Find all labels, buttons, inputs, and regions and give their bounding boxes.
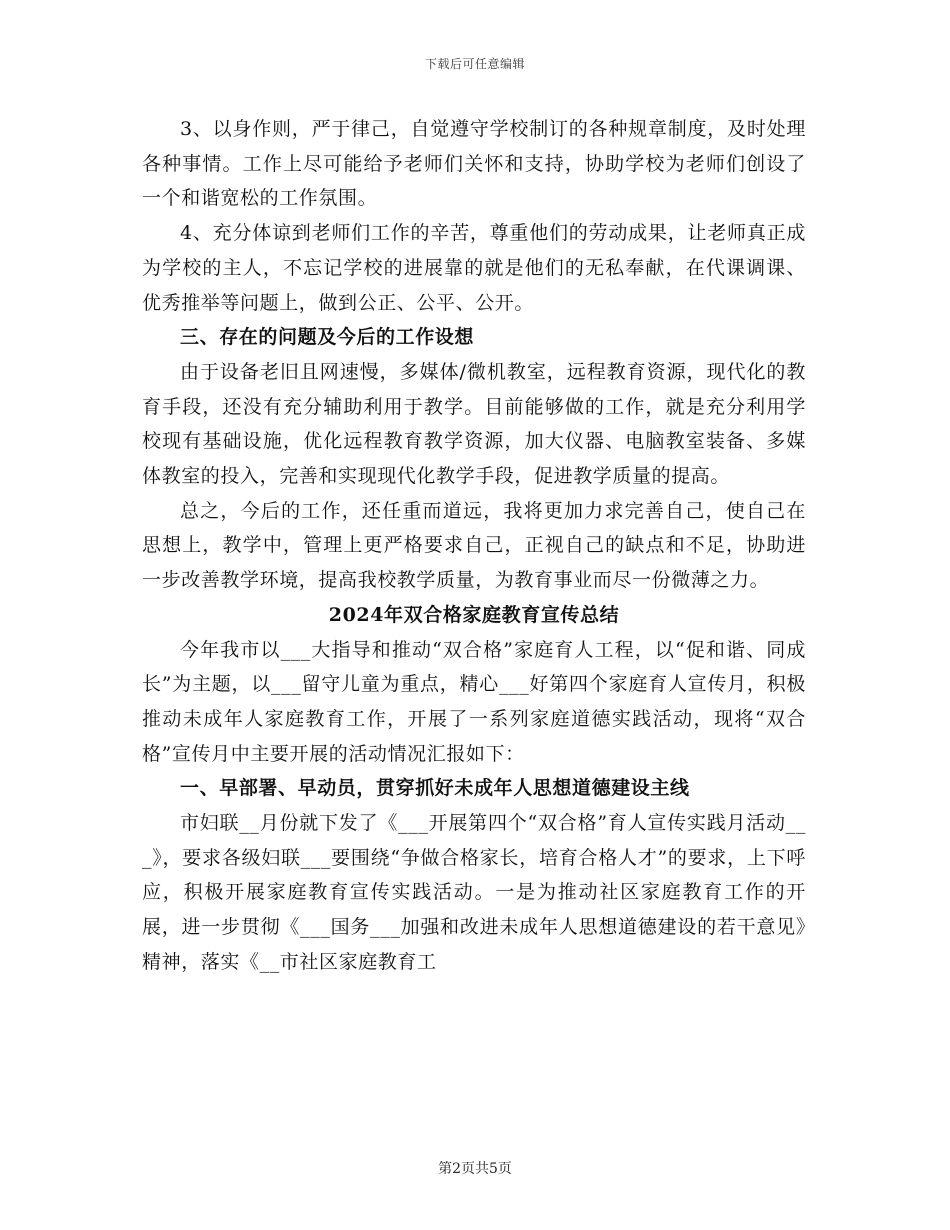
- section-heading-deploy: 一、早部署、早动员，贯穿抓好未成年人思想道德建设主线: [180, 777, 690, 800]
- section-heading-problems: 三、存在的问题及今后的工作设想: [180, 326, 475, 349]
- document-title-2024: 2024年双合格家庭教育宣传总结: [328, 603, 620, 626]
- page-number: 第2页共5页: [438, 1161, 512, 1177]
- paragraph-3: 3、以身作则，严于律己，自觉遵守学校制订的各种规章制度，及时处理各种事情。工作上尽可能给予老师们关怀和支持，协助学校为老师们创设了一个和谐宽松的工作氛围。: [142, 118, 806, 210]
- document-body: [142, 112, 806, 980]
- paragraph-summary: 总之，今后的工作，还任重而道远，我将更加力求完善自己，使自己在思想上，教学中，管理上更严格要求自己，正视自己的缺点和不足，协助进一步改善教学环境，提高我校教学质量，为教育事业而尽一份微薄之力。: [142, 499, 806, 592]
- page-header-note: 下载后可任意编辑: [424, 57, 525, 71]
- paragraph-intro: 今年我市以___大指导和推动“双合格”家庭育人工程，以“促和谐、同成长”为主题，以___留守儿童为重点，精心___好第四个家庭育人宣传月，积极推动未成年人家庭教育工作，开展了一系列家庭道德实践活动，现将“双合格”宣传月中主要开展的活动情况汇报如下：: [142, 638, 806, 765]
- paragraph-4: 4、充分体谅到老师们工作的辛苦，尊重他们的劳动成果，让老师真正成为学校的主人，不忘记学校的进展靠的就是他们的无私奉献，在代课调课、优秀推举等问题上，做到公正、公平、公开。: [142, 222, 806, 314]
- paragraph-problems: 由于设备老旧且网速慢，多媒体/微机教室，远程教育资源，现代化的教育手段，还没有充分辅助利用于教学。目前能够做的工作，就是充分利用学校现有基础设施，优化远程教育教学资源，加大仪器、电脑教室装备、多媒体教室的投入，完善和实现现代化教学手段，促进教学质量的提高。: [142, 360, 806, 488]
- paragraph-deploy: 市妇联__月份就下发了《___开展第四个“双合格”育人宣传实践月活动___》，要求各级妇联___要围绕“争做合格家长，培育合格人才”的要求，上下呼应，积极开展家庭教育宣传实践活动。一是为推动社区家庭教育工作的开展，进一步贯彻《___国务___加强和改进未成年人思想道德建设的若干意见》精神，落实《__市社区家庭教育工: [142, 812, 806, 973]
